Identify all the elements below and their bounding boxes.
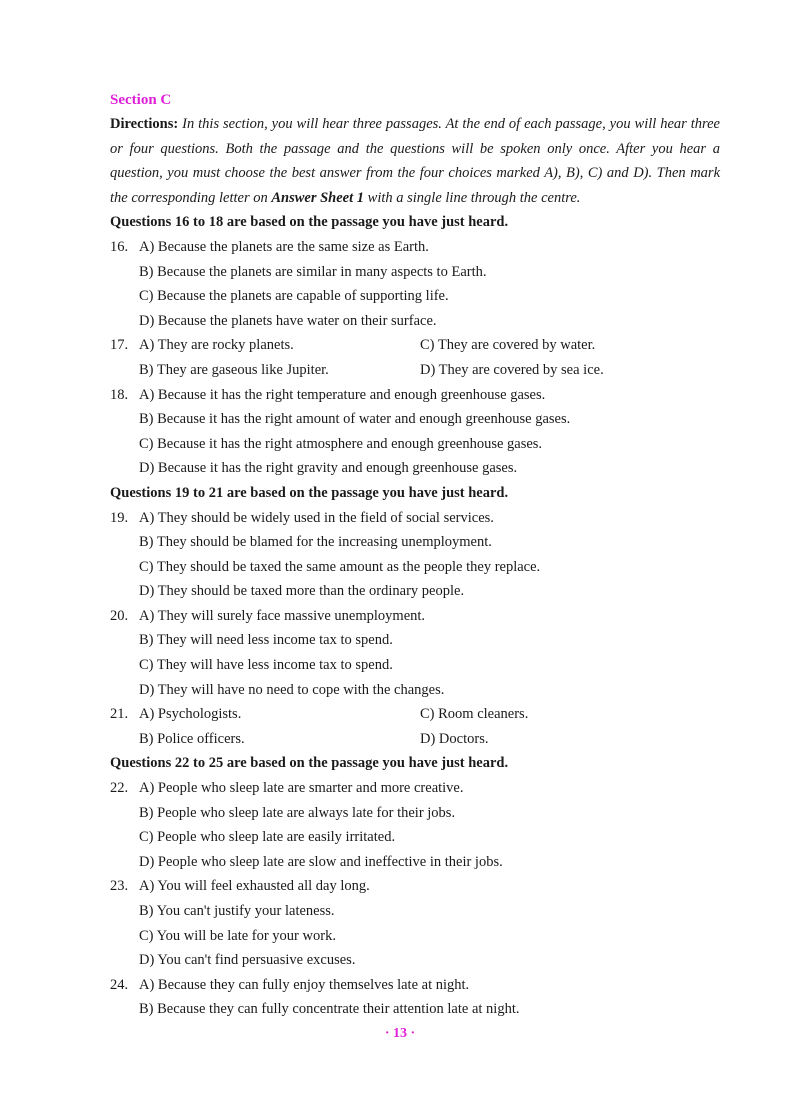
question-18 bbox=[110, 383, 720, 481]
option-a[interactable]: A) They will surely face massive unemployment. bbox=[139, 607, 426, 624]
option-d[interactable]: D) Because the planets have water on their surface. bbox=[139, 312, 437, 329]
option-b[interactable]: B) People who sleep late are always late for their jobs. bbox=[139, 804, 456, 821]
option-c[interactable]: C) Because it has the right atmosphere and enough greenhouse gases. bbox=[139, 435, 543, 452]
section-title: Section C bbox=[110, 92, 172, 108]
page-number: · 13 · bbox=[384, 1026, 416, 1041]
option-c[interactable]: C) People who sleep late are easily irritated. bbox=[139, 829, 396, 846]
option-d[interactable]: D) They will have no need to cope with the changes. bbox=[139, 681, 445, 698]
option-a[interactable]: A) They are rocky planets. bbox=[139, 337, 294, 354]
question-number: 18. bbox=[110, 386, 129, 403]
option-c[interactable]: C) Room cleaners. bbox=[420, 706, 529, 723]
option-a[interactable]: A) You will feel exhausted all day long. bbox=[139, 878, 370, 895]
option-c[interactable]: C) They will have less income tax to spend. bbox=[139, 657, 393, 674]
option-d[interactable]: D) People who sleep late are slow and ineffective in their jobs. bbox=[139, 853, 503, 870]
option-a[interactable]: A) Because they can fully enjoy themselves late at night. bbox=[139, 976, 470, 993]
option-b[interactable]: B) Because they can fully concentrate their attention late at night. bbox=[139, 1001, 520, 1018]
directions-label: Directions bbox=[110, 116, 174, 132]
group-heading: Questions 22 to 25 are based on the passage you have just heard. bbox=[110, 755, 509, 772]
group-heading: Questions 19 to 21 are based on the passage you have just heard. bbox=[110, 484, 509, 501]
section-c-content bbox=[110, 88, 720, 1022]
question-number: 16. bbox=[110, 238, 129, 255]
option-c[interactable]: C) They should be taxed the same amount as the people they replace. bbox=[139, 558, 541, 575]
option-a[interactable]: A) They should be widely used in the field of social services. bbox=[139, 509, 494, 526]
directions-separator: : bbox=[173, 116, 179, 132]
question-17 bbox=[110, 333, 720, 382]
option-b[interactable]: B) They will need less income tax to spend. bbox=[139, 632, 393, 649]
question-number: 22. bbox=[110, 780, 129, 797]
option-c[interactable]: C) You will be late for your work. bbox=[139, 927, 336, 944]
option-b[interactable]: B) They are gaseous like Jupiter. bbox=[139, 361, 329, 378]
group-heading: Questions 16 to 18 are based on the passage you have just heard. bbox=[110, 214, 509, 231]
option-b[interactable]: B) They should be blamed for the increasing unemployment. bbox=[139, 534, 492, 551]
option-c[interactable]: C) Because the planets are capable of supporting life. bbox=[139, 288, 449, 305]
option-b[interactable]: B) Police officers. bbox=[139, 730, 245, 747]
question-number: 20. bbox=[110, 607, 129, 624]
option-d[interactable]: D) They should be taxed more than the ordinary people. bbox=[139, 583, 465, 600]
option-a[interactable]: A) Because it has the right temperature and enough greenhouse gases. bbox=[139, 386, 546, 403]
option-b[interactable]: B) Because the planets are similar in many aspects to Earth. bbox=[139, 263, 487, 280]
option-d[interactable]: D) They are covered by sea ice. bbox=[420, 361, 604, 378]
question-number: 21. bbox=[110, 706, 129, 723]
option-a[interactable]: A) People who sleep late are smarter and more creative. bbox=[139, 780, 464, 797]
option-a[interactable]: A) Psychologists. bbox=[139, 706, 242, 723]
directions-paragraph bbox=[110, 112, 720, 210]
option-d[interactable]: D) You can't find persuasive excuses. bbox=[139, 952, 356, 969]
option-b[interactable]: B) You can't justify your lateness. bbox=[139, 903, 335, 919]
directions-text: In this section, you will hear three passages. At the end of each passage, you will hear three or four questions. Both the passage and the questions will be spoken only once. After you hear a question, you must choose the best answer from the four choices marked A), B), C) and D). Then mark the corresponding letter on bbox=[110, 116, 720, 206]
question-23 bbox=[110, 874, 720, 972]
option-b[interactable]: B) Because it has the right amount of water and enough greenhouse gases. bbox=[139, 411, 571, 428]
option-c[interactable]: C) They are covered by water. bbox=[420, 337, 596, 354]
question-number: 24. bbox=[110, 976, 129, 993]
question-19 bbox=[110, 506, 720, 604]
option-a[interactable]: A) Because the planets are the same size as Earth. bbox=[139, 238, 429, 255]
question-20 bbox=[110, 604, 720, 702]
option-d[interactable]: D) Doctors. bbox=[420, 730, 489, 747]
option-d[interactable]: D) Because it has the right gravity and enough greenhouse gases. bbox=[139, 460, 518, 477]
answer-sheet-label: Answer Sheet 1 bbox=[271, 189, 365, 206]
question-number: 17. bbox=[110, 337, 129, 354]
directions-text-end: with a single line through the centre. bbox=[364, 189, 581, 206]
question-number: 19. bbox=[110, 509, 129, 526]
question-16 bbox=[110, 235, 720, 333]
question-21 bbox=[110, 702, 720, 751]
question-number: 23. bbox=[110, 878, 129, 895]
question-22 bbox=[110, 776, 720, 874]
question-24 bbox=[110, 973, 720, 1022]
